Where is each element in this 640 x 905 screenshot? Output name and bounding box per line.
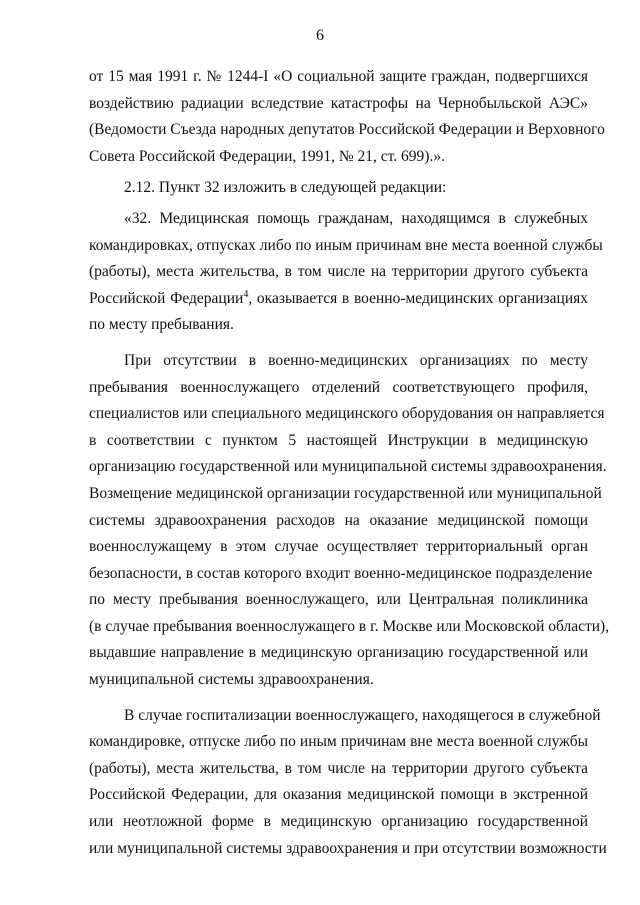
text-fragment: Российской Федерации — [89, 289, 244, 307]
document-body — [89, 64, 610, 862]
paragraph-absence-of-specialists — [89, 348, 610, 694]
text-line: командировке, отпуске либо по иным причинам вне места военной службы — [89, 733, 588, 751]
text-line: по месту пребывания. — [89, 316, 234, 334]
text-line: В случае госпитализации военнослужащего, находящегося в служебной — [124, 706, 601, 724]
text-line: (Ведомости Съезда народных депутатов Российской Федерации и Верховного — [89, 121, 605, 139]
text-line: организацию государственной или муниципальной системы здравоохранения. — [89, 458, 607, 476]
text-line: по месту пребывания военнослужащего, или Центральная поликлиника — [89, 591, 588, 609]
footnote-mark: 4 — [243, 288, 249, 300]
paragraph-clause-2-12 — [89, 175, 588, 202]
text-line: (работы), места жительства, в том числе на территории другого субъекта — [89, 759, 588, 777]
text-line: выдавшие направление в медицинскую организацию государственной или — [89, 644, 588, 662]
text-line: При отсутствии в военно-медицинских организациях по месту — [124, 351, 588, 369]
paragraph-law-reference — [89, 64, 605, 170]
text-line: специалистов или специального медицинского оборудования он направляется — [89, 405, 605, 423]
text-line: системы здравоохранения расходов на оказание медицинской помощи — [89, 511, 588, 529]
text-line: (в случае пребывания военнослужащего в г. Москве или Московской области), — [89, 617, 610, 635]
text-line: или неотложной форме в медицинскую организацию государственной — [89, 813, 588, 831]
text-line: Возмещение медицинской организации государственной или муниципальной — [89, 484, 602, 502]
text-line: воздействию радиации вследствие катастрофы на Чернобыльской АЭС» — [89, 94, 588, 112]
text-line: 2.12. Пункт 32 изложить в следующей редакции: — [124, 179, 447, 197]
text-line: военнослужащему в этом случае осуществляет территориальный орган — [89, 538, 588, 556]
text-line: (работы), места жительства, в том числе на территории другого субъекта — [89, 263, 588, 281]
text-line: командировках, отпусках либо по иным причинам вне места военной службы — [89, 236, 603, 254]
text-line: от 15 мая 1991 г. № 1244-I «О социальной защите граждан, подвергшихся — [89, 68, 588, 85]
page-number: 6 — [316, 27, 324, 44]
text-line: в соответствии с пунктом 5 настоящей Инструкции в медицинскую — [89, 431, 588, 449]
text-line: «32. Медицинская помощь гражданам, находящимся в служебных — [124, 209, 588, 227]
paragraph-hospitalization — [89, 703, 607, 863]
text-line: пребывания военнослужащего отделений соответствующего профиля, — [89, 378, 588, 396]
text-line: Российской Федерации, для оказания медицинской помощи в экстренной — [89, 786, 588, 804]
text-line: Совета Российской Федерации, 1991, № 21, ст. 699).». — [89, 147, 445, 165]
text-line: или муниципальной системы здравоохранения и при отсутствии возможности — [89, 839, 607, 857]
text-line — [89, 286, 588, 313]
text-line: безопасности, в состав которого входит военно-медицинское подразделение — [89, 564, 593, 582]
paragraph-clause-32 — [89, 206, 603, 339]
text-fragment: , оказывается в военно-медицинских организациях — [248, 289, 589, 307]
text-line: муниципальной системы здравоохранения. — [89, 671, 374, 689]
